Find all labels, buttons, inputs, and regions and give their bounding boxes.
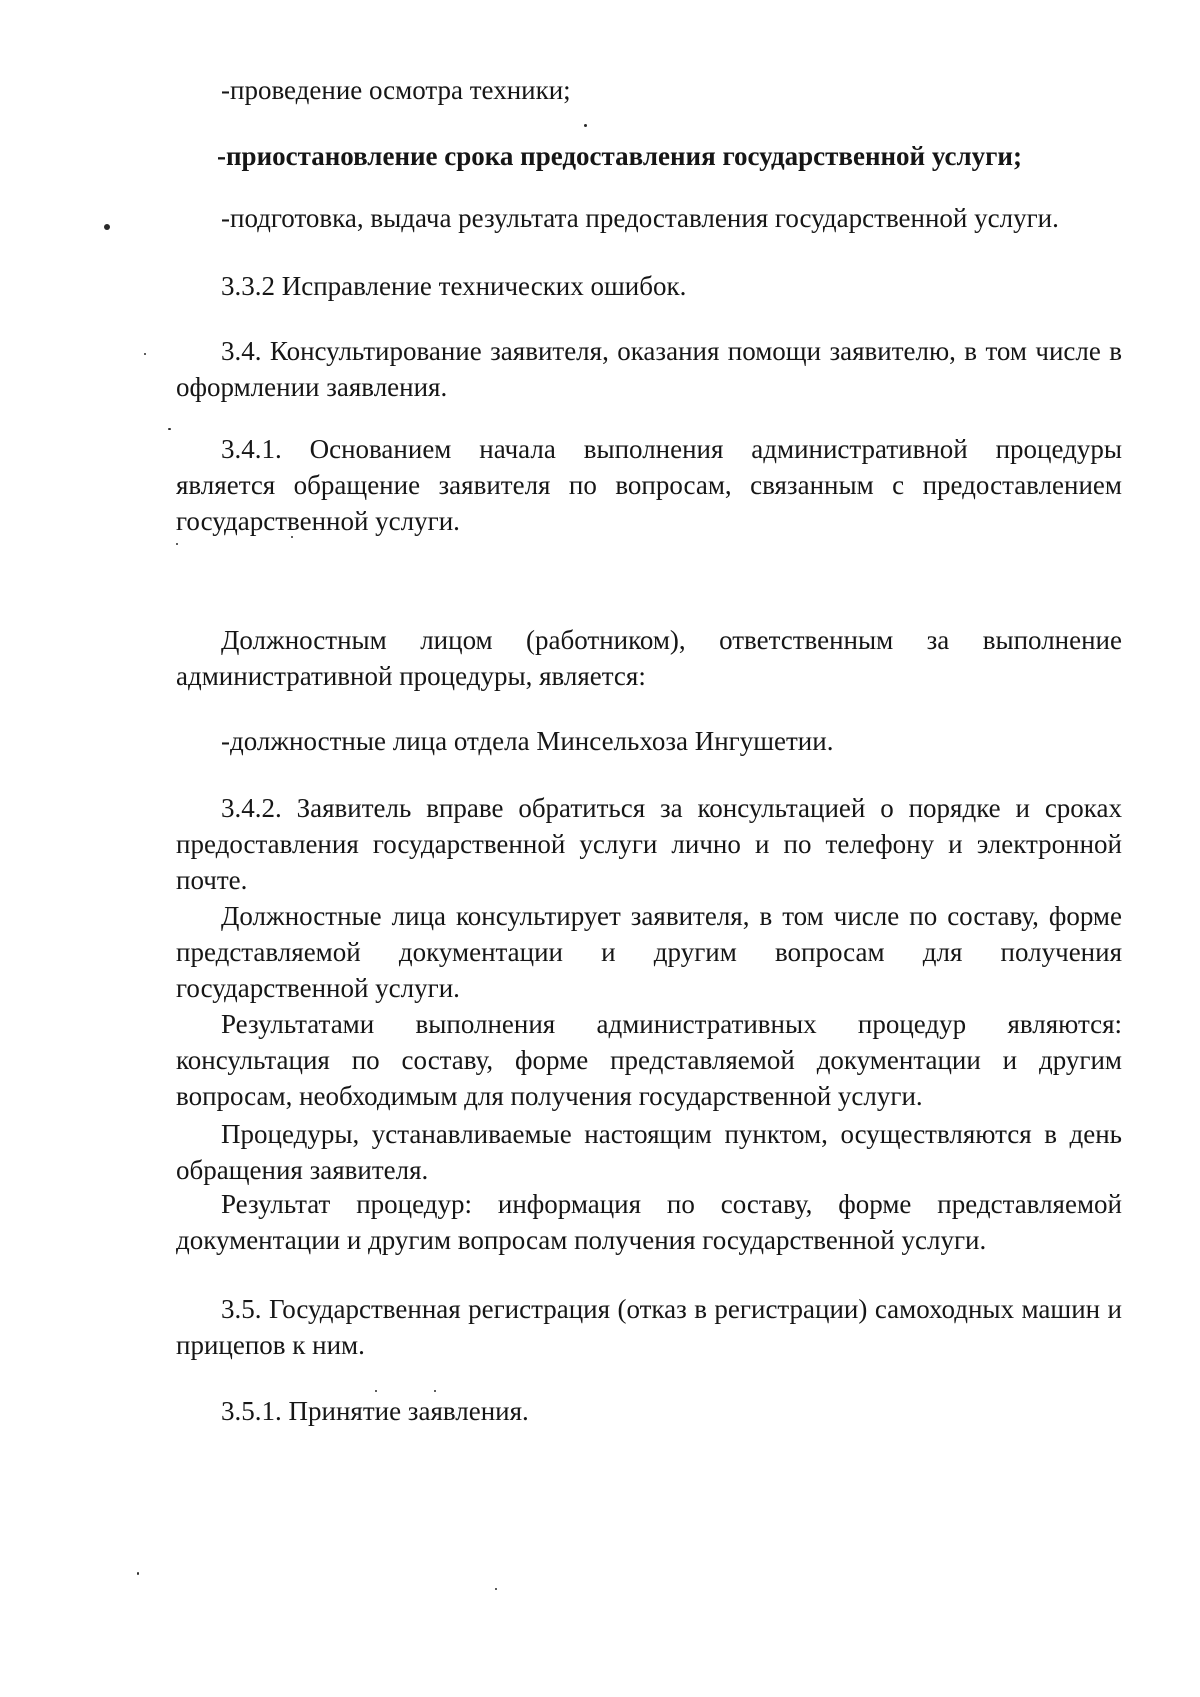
paragraph-inspection: -проведение осмотра техники; [221,75,571,105]
scan-speck [495,1588,497,1590]
paragraph-3-5-1: 3.5.1. Принятие заявления. [221,1396,529,1426]
scan-speck [375,1390,377,1392]
paragraph-3-4: 3.4. Консультирование заявителя, оказания помощи заявителю, в том числе в оформлении заявления. [176,336,1122,402]
scan-speck [104,224,110,230]
paragraph-3-4-2: 3.4.2. Заявитель вправе обратиться за консультацией о порядке и сроках предоставления государственной услуги лично и по телефону и электронной почте. [176,793,1122,895]
paragraph-officials: -должностные лица отдела Минсельхоза Ингушетии. [221,726,834,756]
paragraph-procedure-result: Результат процедур: информация по составу, форме представляемой документации и другим вопросам получения государственной услуги. [176,1189,1122,1255]
paragraph-3-4-1: 3.4.1. Основанием начала выполнения административной процедуры является обращение заявителя по вопросам, связанным с предоставлением государственной услуги. [176,434,1122,536]
scan-speck [144,353,146,355]
paragraph-procedures-day: Процедуры, устанавливаемые настоящим пунктом, осуществляются в день обращения заявителя. [176,1119,1122,1185]
paragraph-result-issue: -подготовка, выдача результата предоставления государственной услуги. [221,203,1059,233]
paragraph-results: Результатами выполнения административных процедур являются: консультация по составу, форме представляемой документации и другим вопросам, необходимым для получения государственной услуги. [176,1009,1122,1111]
scan-speck [137,1572,139,1575]
scan-speck [291,536,293,538]
paragraph-3-5: 3.5. Государственная регистрация (отказ в регистрации) самоходных машин и прицепов к ним. [176,1294,1122,1360]
paragraph-suspension: -приостановление срока предоставления государственной услуги; [217,141,1022,171]
scan-speck [584,124,587,127]
paragraph-responsible: Должностным лицом (работником), ответственным за выполнение административной процедуры, является: [176,625,1122,691]
paragraph-3-3-2: 3.3.2 Исправление технических ошибок. [221,271,687,301]
scan-speck [176,543,178,545]
scan-speck [434,1390,436,1392]
paragraph-consulting: Должностные лица консультирует заявителя, в том числе по составу, форме представляемой документации и другим вопросам для получения государственной услуги. [176,901,1122,1003]
scan-speck [168,428,171,430]
